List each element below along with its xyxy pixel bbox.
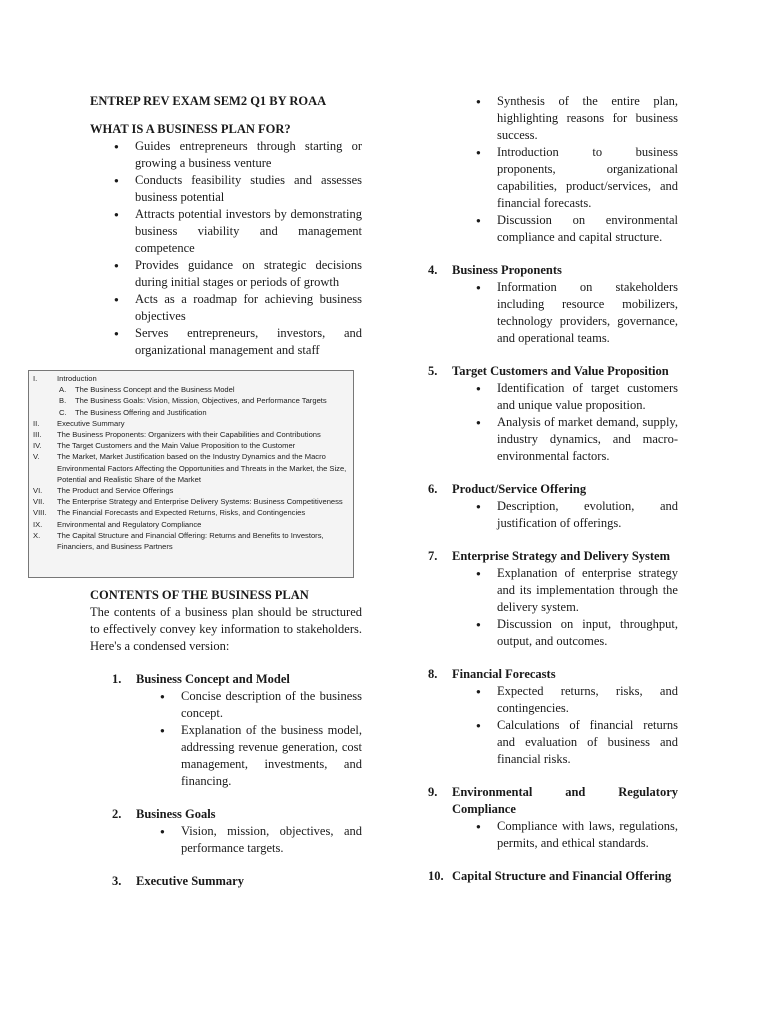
section-10 xyxy=(428,868,678,885)
section-number: 9. xyxy=(428,785,438,799)
section-title: Business Goals xyxy=(136,807,216,821)
toc-row: VI. The Product and Service Offerings xyxy=(33,486,174,496)
list-item: ● Serves entrepreneurs, investors, and organizational management and staff xyxy=(90,325,362,359)
section-title: Business Concept and Model xyxy=(136,672,290,686)
document-title: ENTREP REV EXAM SEM2 Q1 BY ROAA xyxy=(90,94,327,108)
section-title: Executive Summary xyxy=(136,874,244,888)
section-title: Business Proponents xyxy=(452,263,562,277)
toc-row: V. The Market, Market Justification based on the Industry Dynamics and the Macro Environmental Factors Affecting the Opportunities and Threats in the Market, the Size, Potential and Realistic Share of the Market xyxy=(33,452,347,484)
list-item: ● Identification of target customers and unique value proposition. xyxy=(428,380,678,414)
purpose-list xyxy=(90,138,362,359)
section-3 xyxy=(90,873,362,890)
list-item: ● Conducts feasibility studies and assesses business potential xyxy=(90,172,362,206)
right-column xyxy=(428,93,678,885)
section-5 xyxy=(428,363,678,465)
section-number: 1. xyxy=(112,672,122,686)
toc-row: B. The Business Goals: Vision, Mission, Objectives, and Performance Targets xyxy=(59,396,327,406)
toc-row: VIII. The Financial Forecasts and Expected Returns, Risks, and Contingencies xyxy=(33,508,306,518)
contents-section xyxy=(90,587,362,890)
section-number: 2. xyxy=(112,807,122,821)
toc-row: X. The Capital Structure and Financial Offering: Returns and Benefits to Investors, Financiers, and Business Partners xyxy=(33,530,324,552)
section-9 xyxy=(428,784,678,852)
list-item: ● Concise description of the business concept. xyxy=(90,688,362,722)
section-title: Enterprise Strategy and Delivery System xyxy=(452,549,671,563)
list-item: ● Information on stakeholders including resource mobilizers, technology providers, governance, and operational teams. xyxy=(428,279,678,347)
toc-row: III. The Business Proponents: Organizers with their Capabilities and Contributions xyxy=(33,430,321,440)
list-item: ● Introduction to business proponents, organizational capabilities, product/services, and financial forecasts. xyxy=(428,144,678,212)
section-7 xyxy=(428,548,678,650)
section-4 xyxy=(428,262,678,347)
list-item: ● Discussion on environmental compliance and capital structure. xyxy=(428,212,678,246)
toc-row: IV. The Target Customers and the Main Value Proposition to the Customer xyxy=(33,441,296,451)
list-item: ● Discussion on input, throughput, output, and outcomes. xyxy=(428,616,678,650)
toc-row: VII. The Enterprise Strategy and Enterprise Delivery Systems: Business Competitiveness xyxy=(33,497,343,507)
list-item: ● Compliance with laws, regulations, permits, and ethical standards. xyxy=(428,818,678,852)
section-title: Environmental and Regulatory Compliance xyxy=(452,785,678,816)
section-number: 8. xyxy=(428,667,438,681)
section-number: 4. xyxy=(428,263,438,277)
list-item: ● Guides entrepreneurs through starting or growing a business venture xyxy=(90,138,362,172)
contents-heading: CONTENTS OF THE BUSINESS PLAN xyxy=(90,588,309,602)
section-8 xyxy=(428,666,678,768)
section-3-list xyxy=(428,93,678,246)
section-title: Product/Service Offering xyxy=(452,482,587,496)
outline-image xyxy=(28,370,354,578)
list-item: ● Synthesis of the entire plan, highlighting reasons for business success. xyxy=(428,93,678,144)
list-item: ● Calculations of financial returns and evaluation of business and financial risks. xyxy=(428,717,678,768)
list-item: ● Explanation of the business model, addressing revenue generation, cost management, investments, and financing. xyxy=(90,722,362,790)
list-item: ● Explanation of enterprise strategy and its implementation through the delivery system. xyxy=(428,565,678,616)
list-item: ● Attracts potential investors by demonstrating business viability and management competence xyxy=(90,206,362,257)
toc-row: C. The Business Offering and Justification xyxy=(59,407,207,417)
section-number: 7. xyxy=(428,549,438,563)
list-item: ● Acts as a roadmap for achieving business objectives xyxy=(90,291,362,325)
section-number: 6. xyxy=(428,482,438,496)
purpose-heading: WHAT IS A BUSINESS PLAN FOR? xyxy=(90,122,291,136)
list-item: ● Expected returns, risks, and contingencies. xyxy=(428,683,678,717)
toc-row: I. Introduction xyxy=(33,374,97,383)
section-title: Capital Structure and Financial Offering xyxy=(452,869,672,883)
contents-intro: The contents of a business plan should be structured to effectively convey key information to stakeholders. Here's a condensed version: xyxy=(90,605,362,653)
toc-row: IX. Environmental and Regulatory Compliance xyxy=(33,519,202,529)
section-number: 10. xyxy=(428,869,444,883)
section-title: Target Customers and Value Proposition xyxy=(452,364,669,378)
toc-row: A. The Business Concept and the Business Model xyxy=(59,385,235,395)
section-title: Financial Forecasts xyxy=(452,667,556,681)
list-item: ● Provides guidance on strategic decisions during initial stages or periods of growth xyxy=(90,257,362,291)
toc-row: II. Executive Summary xyxy=(33,418,125,428)
section-1 xyxy=(90,671,362,790)
section-number: 5. xyxy=(428,364,438,378)
list-item: ● Description, evolution, and justification of offerings. xyxy=(428,498,678,532)
list-item: ● Vision, mission, objectives, and performance targets. xyxy=(90,823,362,857)
section-6 xyxy=(428,481,678,532)
list-item: ● Analysis of market demand, supply, industry dynamics, and macro-environmental factors. xyxy=(428,414,678,465)
section-number: 3. xyxy=(112,874,122,888)
section-2 xyxy=(90,806,362,857)
